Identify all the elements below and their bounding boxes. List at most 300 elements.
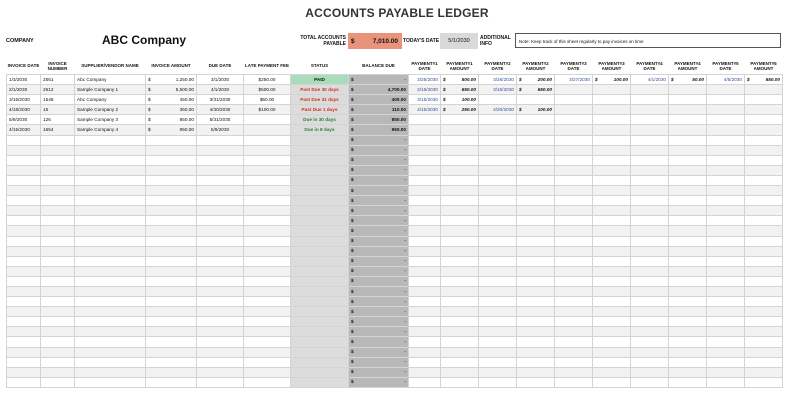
payment-4-amount-cell[interactable] (669, 75, 707, 85)
empty-cell[interactable] (631, 286, 669, 296)
payment-4-date-cell[interactable] (631, 95, 669, 105)
payment-2-date-cell[interactable]: 3/15/2030 (479, 85, 517, 95)
empty-cell[interactable] (41, 196, 75, 206)
empty-cell[interactable] (593, 226, 631, 236)
empty-cell[interactable] (409, 175, 441, 185)
empty-cell[interactable] (75, 155, 146, 165)
empty-cell[interactable] (669, 256, 707, 266)
empty-cell[interactable] (75, 135, 146, 145)
invoice-date-cell[interactable]: 5/9/2030 (7, 115, 41, 125)
empty-cell[interactable] (631, 317, 669, 327)
empty-cell[interactable] (146, 377, 197, 387)
empty-cell[interactable] (517, 327, 555, 337)
empty-cell[interactable] (479, 145, 517, 155)
empty-cell[interactable] (244, 347, 291, 357)
empty-cell[interactable] (7, 145, 41, 155)
empty-cell[interactable] (669, 196, 707, 206)
empty-cell[interactable] (197, 307, 244, 317)
empty-cell[interactable] (707, 246, 745, 256)
balance-due-cell[interactable] (349, 115, 409, 125)
empty-cell[interactable] (197, 327, 244, 337)
empty-cell[interactable] (745, 357, 783, 367)
empty-cell[interactable] (593, 256, 631, 266)
payment-4-date-cell[interactable] (631, 125, 669, 135)
status-cell[interactable]: PAID (291, 75, 349, 85)
empty-cell[interactable] (244, 367, 291, 377)
empty-cell[interactable] (75, 317, 146, 327)
empty-cell[interactable] (517, 347, 555, 357)
empty-cell[interactable] (707, 165, 745, 175)
empty-cell[interactable] (75, 236, 146, 246)
empty-cell[interactable] (441, 347, 479, 357)
empty-cell[interactable] (197, 246, 244, 256)
empty-cell[interactable] (41, 367, 75, 377)
empty-cell[interactable] (631, 186, 669, 196)
empty-cell[interactable] (197, 226, 244, 236)
empty-cell[interactable] (409, 276, 441, 286)
empty-cell[interactable] (631, 236, 669, 246)
empty-cell[interactable] (707, 206, 745, 216)
empty-cell[interactable] (593, 246, 631, 256)
empty-cell[interactable] (244, 307, 291, 317)
empty-cell[interactable] (41, 145, 75, 155)
empty-cell[interactable] (7, 276, 41, 286)
empty-cell[interactable] (593, 206, 631, 216)
status-cell[interactable] (291, 186, 349, 196)
empty-cell[interactable] (75, 186, 146, 196)
payment-2-date-cell[interactable]: 4/20/2030 (479, 105, 517, 115)
empty-cell[interactable] (593, 327, 631, 337)
empty-cell[interactable] (631, 276, 669, 286)
empty-cell[interactable] (593, 337, 631, 347)
empty-cell[interactable] (745, 246, 783, 256)
empty-cell[interactable] (631, 226, 669, 236)
empty-cell[interactable] (409, 317, 441, 327)
empty-cell[interactable] (441, 286, 479, 296)
empty-cell[interactable] (409, 256, 441, 266)
empty-cell[interactable] (75, 347, 146, 357)
empty-cell[interactable] (745, 327, 783, 337)
empty-cell[interactable] (75, 246, 146, 256)
empty-cell[interactable] (41, 377, 75, 387)
payment-3-date-cell[interactable] (555, 95, 593, 105)
empty-cell[interactable] (75, 377, 146, 387)
empty-cell[interactable] (75, 357, 146, 367)
empty-cell[interactable] (479, 297, 517, 307)
invoice-number-cell[interactable]: 126 (41, 115, 75, 125)
payment-5-date-cell[interactable] (707, 105, 745, 115)
empty-cell[interactable] (593, 347, 631, 357)
empty-cell[interactable] (441, 297, 479, 307)
status-cell[interactable] (291, 367, 349, 377)
invoice-date-cell[interactable]: 2/1/2030 (7, 85, 41, 95)
empty-cell[interactable] (707, 186, 745, 196)
empty-cell[interactable] (409, 236, 441, 246)
empty-cell[interactable] (745, 196, 783, 206)
empty-cell[interactable] (745, 155, 783, 165)
empty-cell[interactable] (593, 307, 631, 317)
late-fee-cell[interactable]: $100.00 (244, 105, 291, 115)
empty-cell[interactable] (555, 236, 593, 246)
status-cell[interactable] (291, 216, 349, 226)
empty-cell[interactable] (555, 307, 593, 317)
empty-cell[interactable] (441, 165, 479, 175)
invoice-number-cell[interactable]: 1548 (41, 95, 75, 105)
empty-cell[interactable] (555, 246, 593, 256)
empty-cell[interactable] (146, 226, 197, 236)
empty-cell[interactable] (479, 206, 517, 216)
due-date-cell[interactable]: 4/30/2030 (197, 105, 244, 115)
payment-2-date-cell[interactable] (479, 125, 517, 135)
empty-cell[interactable] (745, 236, 783, 246)
empty-cell[interactable] (146, 357, 197, 367)
empty-cell[interactable] (593, 196, 631, 206)
payment-4-amount-cell[interactable] (669, 95, 707, 105)
empty-cell[interactable] (41, 135, 75, 145)
empty-cell[interactable] (479, 337, 517, 347)
empty-cell[interactable] (441, 266, 479, 276)
empty-cell[interactable] (75, 226, 146, 236)
empty-cell[interactable] (7, 216, 41, 226)
empty-cell[interactable] (555, 226, 593, 236)
empty-cell[interactable] (244, 246, 291, 256)
empty-cell[interactable] (707, 135, 745, 145)
payment-1-amount-cell[interactable] (441, 85, 479, 95)
status-cell[interactable]: Past Due 30 days (291, 85, 349, 95)
balance-due-cell[interactable] (349, 286, 409, 296)
payment-5-amount-cell[interactable] (745, 75, 783, 85)
empty-cell[interactable] (631, 145, 669, 155)
payment-5-amount-cell[interactable] (745, 95, 783, 105)
payment-2-date-cell[interactable]: 3/26/2030 (479, 75, 517, 85)
payment-1-date-cell[interactable]: 3/25/2030 (409, 75, 441, 85)
empty-cell[interactable] (707, 236, 745, 246)
empty-cell[interactable] (631, 246, 669, 256)
empty-cell[interactable] (146, 135, 197, 145)
empty-cell[interactable] (244, 216, 291, 226)
empty-cell[interactable] (41, 307, 75, 317)
empty-cell[interactable] (555, 297, 593, 307)
empty-cell[interactable] (593, 297, 631, 307)
due-date-cell[interactable]: 5/9/2030 (197, 125, 244, 135)
empty-cell[interactable] (555, 135, 593, 145)
late-fee-cell[interactable]: $50.00 (244, 95, 291, 105)
empty-cell[interactable] (555, 155, 593, 165)
empty-cell[interactable] (631, 377, 669, 387)
empty-cell[interactable] (479, 165, 517, 175)
payment-3-date-cell[interactable] (555, 105, 593, 115)
empty-cell[interactable] (441, 206, 479, 216)
empty-cell[interactable] (146, 236, 197, 246)
empty-cell[interactable] (244, 165, 291, 175)
empty-cell[interactable] (146, 155, 197, 165)
empty-cell[interactable] (517, 206, 555, 216)
empty-cell[interactable] (707, 276, 745, 286)
empty-cell[interactable] (631, 337, 669, 347)
empty-cell[interactable] (555, 377, 593, 387)
empty-cell[interactable] (441, 256, 479, 266)
empty-cell[interactable] (517, 276, 555, 286)
empty-cell[interactable] (197, 135, 244, 145)
empty-cell[interactable] (555, 266, 593, 276)
status-cell[interactable] (291, 196, 349, 206)
empty-cell[interactable] (441, 145, 479, 155)
empty-cell[interactable] (7, 347, 41, 357)
empty-cell[interactable] (555, 175, 593, 185)
empty-cell[interactable] (745, 186, 783, 196)
empty-cell[interactable] (41, 266, 75, 276)
empty-cell[interactable] (631, 196, 669, 206)
empty-cell[interactable] (669, 357, 707, 367)
empty-cell[interactable] (7, 155, 41, 165)
empty-cell[interactable] (669, 377, 707, 387)
empty-cell[interactable] (479, 327, 517, 337)
payment-3-date-cell[interactable]: 3/27/2030 (555, 75, 593, 85)
payment-3-amount-cell[interactable] (593, 85, 631, 95)
balance-due-cell[interactable] (349, 236, 409, 246)
empty-cell[interactable] (555, 317, 593, 327)
empty-cell[interactable] (669, 186, 707, 196)
invoice-date-cell[interactable]: 1/3/2030 (7, 75, 41, 85)
invoice-number-cell[interactable]: 15 (41, 105, 75, 115)
empty-cell[interactable] (593, 216, 631, 226)
payment-3-date-cell[interactable] (555, 85, 593, 95)
empty-cell[interactable] (745, 367, 783, 377)
empty-cell[interactable] (197, 216, 244, 226)
empty-cell[interactable] (244, 226, 291, 236)
late-fee-cell[interactable]: $500.00 (244, 85, 291, 95)
empty-cell[interactable] (197, 155, 244, 165)
empty-cell[interactable] (244, 175, 291, 185)
empty-cell[interactable] (7, 357, 41, 367)
payment-1-amount-cell[interactable] (441, 115, 479, 125)
payment-4-amount-cell[interactable] (669, 85, 707, 95)
empty-cell[interactable] (7, 337, 41, 347)
balance-due-cell[interactable] (349, 297, 409, 307)
empty-cell[interactable] (631, 256, 669, 266)
empty-cell[interactable] (517, 256, 555, 266)
empty-cell[interactable] (146, 206, 197, 216)
empty-cell[interactable] (409, 216, 441, 226)
empty-cell[interactable] (146, 307, 197, 317)
empty-cell[interactable] (244, 256, 291, 266)
empty-cell[interactable] (244, 186, 291, 196)
empty-cell[interactable] (517, 155, 555, 165)
empty-cell[interactable] (707, 196, 745, 206)
empty-cell[interactable] (244, 317, 291, 327)
invoice-date-cell[interactable]: 4/15/2030 (7, 125, 41, 135)
due-date-cell[interactable]: 4/1/2030 (197, 85, 244, 95)
invoice-amount-cell[interactable] (146, 115, 197, 125)
empty-cell[interactable] (197, 297, 244, 307)
status-cell[interactable] (291, 357, 349, 367)
invoice-amount-cell[interactable] (146, 105, 197, 115)
empty-cell[interactable] (593, 317, 631, 327)
empty-cell[interactable] (593, 286, 631, 296)
empty-cell[interactable] (197, 165, 244, 175)
empty-cell[interactable] (517, 266, 555, 276)
empty-cell[interactable] (479, 276, 517, 286)
payment-5-date-cell[interactable] (707, 95, 745, 105)
payment-5-amount-cell[interactable] (745, 85, 783, 95)
empty-cell[interactable] (669, 367, 707, 377)
empty-cell[interactable] (669, 175, 707, 185)
empty-cell[interactable] (669, 206, 707, 216)
vendor-name-cell[interactable]: Sample Company 3 (75, 115, 146, 125)
empty-cell[interactable] (75, 266, 146, 276)
empty-cell[interactable] (197, 367, 244, 377)
empty-cell[interactable] (146, 347, 197, 357)
empty-cell[interactable] (75, 297, 146, 307)
status-cell[interactable] (291, 327, 349, 337)
empty-cell[interactable] (409, 155, 441, 165)
late-fee-cell[interactable] (244, 115, 291, 125)
invoice-amount-cell[interactable] (146, 85, 197, 95)
empty-cell[interactable] (745, 307, 783, 317)
empty-cell[interactable] (707, 357, 745, 367)
empty-cell[interactable] (555, 256, 593, 266)
empty-cell[interactable] (745, 206, 783, 216)
late-fee-cell[interactable] (244, 125, 291, 135)
due-date-cell[interactable]: 3/1/2030 (197, 75, 244, 85)
empty-cell[interactable] (479, 286, 517, 296)
payment-2-amount-cell[interactable] (517, 95, 555, 105)
balance-due-cell[interactable] (349, 327, 409, 337)
empty-cell[interactable] (707, 297, 745, 307)
empty-cell[interactable] (75, 307, 146, 317)
empty-cell[interactable] (745, 165, 783, 175)
payment-1-amount-cell[interactable] (441, 125, 479, 135)
payment-5-amount-cell[interactable] (745, 115, 783, 125)
empty-cell[interactable] (41, 347, 75, 357)
payment-3-amount-cell[interactable] (593, 115, 631, 125)
empty-cell[interactable] (745, 256, 783, 266)
empty-cell[interactable] (244, 196, 291, 206)
empty-cell[interactable] (441, 276, 479, 286)
invoice-number-cell[interactable]: 2561 (41, 75, 75, 85)
empty-cell[interactable] (7, 226, 41, 236)
empty-cell[interactable] (669, 246, 707, 256)
empty-cell[interactable] (146, 246, 197, 256)
balance-due-cell[interactable] (349, 105, 409, 115)
empty-cell[interactable] (75, 367, 146, 377)
payment-1-date-cell[interactable] (409, 125, 441, 135)
empty-cell[interactable] (441, 155, 479, 165)
empty-cell[interactable] (75, 165, 146, 175)
empty-cell[interactable] (409, 186, 441, 196)
empty-cell[interactable] (244, 327, 291, 337)
empty-cell[interactable] (7, 297, 41, 307)
empty-cell[interactable] (75, 206, 146, 216)
empty-cell[interactable] (479, 317, 517, 327)
invoice-date-cell[interactable]: 4/18/2030 (7, 105, 41, 115)
status-cell[interactable] (291, 297, 349, 307)
empty-cell[interactable] (146, 276, 197, 286)
empty-cell[interactable] (244, 155, 291, 165)
empty-cell[interactable] (244, 135, 291, 145)
payment-2-amount-cell[interactable] (517, 75, 555, 85)
empty-cell[interactable] (146, 297, 197, 307)
empty-cell[interactable] (409, 327, 441, 337)
empty-cell[interactable] (745, 317, 783, 327)
empty-cell[interactable] (593, 145, 631, 155)
empty-cell[interactable] (479, 155, 517, 165)
empty-cell[interactable] (479, 307, 517, 317)
empty-cell[interactable] (244, 266, 291, 276)
empty-cell[interactable] (7, 256, 41, 266)
empty-cell[interactable] (146, 266, 197, 276)
status-cell[interactable] (291, 347, 349, 357)
empty-cell[interactable] (197, 276, 244, 286)
empty-cell[interactable] (745, 337, 783, 347)
vendor-name-cell[interactable]: Sample Company 2 (75, 105, 146, 115)
empty-cell[interactable] (669, 165, 707, 175)
status-cell[interactable] (291, 337, 349, 347)
empty-cell[interactable] (517, 307, 555, 317)
empty-cell[interactable] (631, 307, 669, 317)
balance-due-cell[interactable] (349, 135, 409, 145)
empty-cell[interactable] (555, 347, 593, 357)
due-date-cell[interactable]: 5/31/2030 (197, 115, 244, 125)
empty-cell[interactable] (555, 196, 593, 206)
empty-cell[interactable] (669, 297, 707, 307)
empty-cell[interactable] (7, 196, 41, 206)
empty-cell[interactable] (479, 175, 517, 185)
payment-4-date-cell[interactable] (631, 115, 669, 125)
empty-cell[interactable] (146, 317, 197, 327)
empty-cell[interactable] (669, 145, 707, 155)
payment-1-date-cell[interactable] (409, 115, 441, 125)
empty-cell[interactable] (517, 337, 555, 347)
payment-1-date-cell[interactable]: 2/15/2030 (409, 85, 441, 95)
empty-cell[interactable] (146, 337, 197, 347)
empty-cell[interactable] (593, 165, 631, 175)
empty-cell[interactable] (745, 175, 783, 185)
empty-cell[interactable] (555, 276, 593, 286)
empty-cell[interactable] (555, 337, 593, 347)
empty-cell[interactable] (517, 246, 555, 256)
empty-cell[interactable] (41, 236, 75, 246)
empty-cell[interactable] (41, 165, 75, 175)
empty-cell[interactable] (41, 246, 75, 256)
empty-cell[interactable] (41, 256, 75, 266)
empty-cell[interactable] (409, 357, 441, 367)
empty-cell[interactable] (409, 246, 441, 256)
payment-4-amount-cell[interactable] (669, 115, 707, 125)
balance-due-cell[interactable] (349, 155, 409, 165)
empty-cell[interactable] (631, 216, 669, 226)
empty-cell[interactable] (409, 347, 441, 357)
empty-cell[interactable] (7, 186, 41, 196)
balance-due-cell[interactable] (349, 175, 409, 185)
empty-cell[interactable] (707, 307, 745, 317)
empty-cell[interactable] (593, 155, 631, 165)
empty-cell[interactable] (441, 317, 479, 327)
empty-cell[interactable] (479, 246, 517, 256)
empty-cell[interactable] (441, 377, 479, 387)
empty-cell[interactable] (479, 216, 517, 226)
empty-cell[interactable] (146, 327, 197, 337)
balance-due-cell[interactable] (349, 256, 409, 266)
empty-cell[interactable] (75, 256, 146, 266)
balance-due-cell[interactable] (349, 186, 409, 196)
status-cell[interactable] (291, 286, 349, 296)
status-cell[interactable] (291, 135, 349, 145)
payment-1-amount-cell[interactable] (441, 75, 479, 85)
status-cell[interactable] (291, 317, 349, 327)
balance-due-cell[interactable] (349, 307, 409, 317)
balance-due-cell[interactable] (349, 125, 409, 135)
